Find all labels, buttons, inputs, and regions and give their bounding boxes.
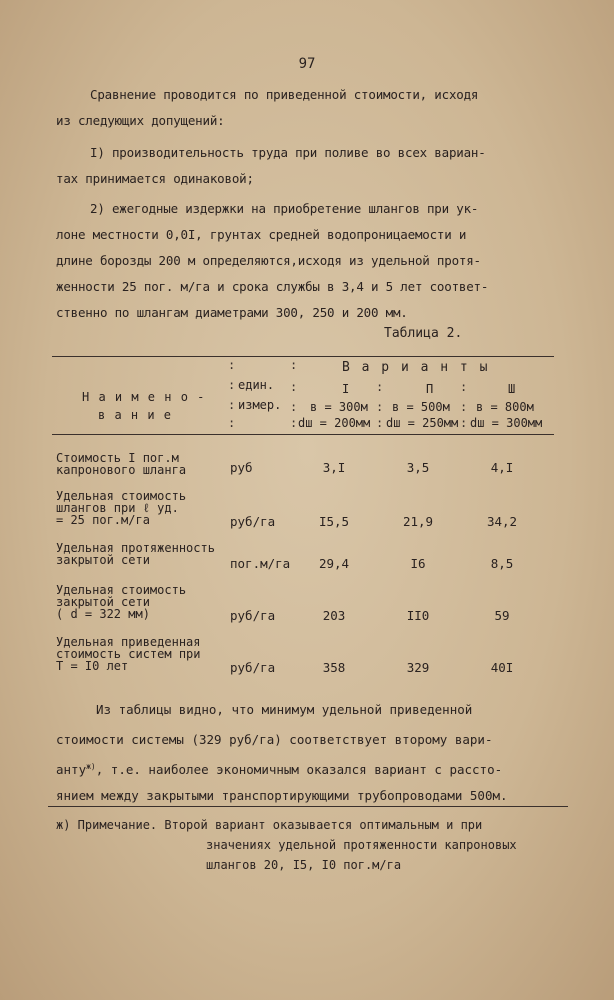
row-1-variant-3: 4,I [490, 460, 514, 475]
header-variant-1: I [342, 382, 350, 396]
row-4-variant-2: II0 [406, 608, 430, 623]
header-unit-2: измер. [238, 398, 282, 412]
assumption-1-line-2: тах принимается одинаковой; [56, 171, 254, 186]
row-5-variant-2: 329 [406, 660, 430, 675]
conclusion-line-1: Из таблицы видно, что минимум удельной приведенной [96, 702, 473, 717]
assumption-2-line-3: длине борозды 200 м определяются,исходя из удельной протя- [56, 253, 481, 268]
header-variants: В а р и а н т ы [342, 360, 490, 375]
header-variant-1-diameter: dш = 200мм [298, 416, 371, 430]
row-1-variant-2: 3,5 [406, 460, 430, 475]
row-2-unit: руб/га [230, 514, 276, 529]
header-variant-2: П [426, 382, 434, 396]
header-unit-1: един. [238, 378, 275, 392]
row-2-name-line-3: = 25 пог.м/га [56, 513, 150, 527]
footnote-line-2: значениях удельной протяженности капроновых [206, 838, 517, 852]
row-4-variant-3: 59 [494, 608, 510, 623]
conclusion-line-3 [56, 762, 502, 777]
row-2-variant-3: 34,2 [486, 514, 518, 529]
conclusion-line-2: стоимости системы (329 руб/га) соответствует второму вари- [56, 732, 493, 747]
row-5-variant-3: 40I [490, 660, 514, 675]
row-1-variant-1: 3,I [322, 460, 346, 475]
assumption-2-line-5: ственно по шлангам диаметрами 300, 250 и 200 мм. [56, 305, 408, 320]
header-variant-3: Ш [508, 382, 516, 396]
assumption-2-line-4: женности 25 пог. м/га и срока службы в 3,4 и 5 лет соответ- [56, 279, 489, 294]
row-1-name-line-1: Стоимость I пог.м [56, 451, 179, 465]
intro-line-1: Сравнение проводится по приведенной стоимости, исходя [90, 87, 479, 102]
row-5-name-line-1: Удельная приведенная [56, 635, 201, 649]
table-caption: Таблица 2. [384, 326, 463, 341]
intro-line-2: из следующих допущений: [56, 113, 225, 128]
row-3-variant-2: I6 [410, 556, 426, 571]
document-page: 97 Сравнение проводится по приведенной стоимости, исходя из следующих допущений: I) производительность труда при поливе во всех вариан- тах принимается одинаковой; 2) ежегодные издержки на приобретение шлангов при ук- лоне местности 0,0I, грунтах средней водопроницаемости и длине борозды 200 м определяются,исходя из удельной протя- женности 25 пог. м/га и срока службы в 3,4 и 5 лет соответ- ственно по шлангам диаметрами 300, 250 и 200 мм. Таблица 2. Н а и м е н о - в а н и е един. измер. В а р и а н т ы I П Ш в = 300м в = 500м в = 800м dш = 200мм dш = 250мм dш = 300мм : : : : : : : : : : : : : : Стоимость I пог.м капронового шланга руб 3,I 3,5 4,I Удельная стоимость шлангов при ℓ уд. = 25 пог.м/га руб/га I5,5 21,9 34,2 Удельная протяженность закрытой сети пог.м/га 29,4 I6 8,5 Удельная стоимость закрытой сети ( d = 322 мм) руб/га 203 II0 59 Удельная приведенная стоимость систем при T = I0 лет руб/га 358 329 40I Из таблицы видно, что минимум удельной приведенной стоимости системы (329 руб/га) соответствует второму вари- анту$^{ж)}$, т.е. наиболее экономичным оказался вариант с рассто- янием между закрытыми транспортирующими трубопроводами 500м. ж) Примечание. Второй вариант оказывается оптимальным и при значениях удельной протяженности капроновых шлангов 20, I5, I0 пог.м/га [0, 0, 614, 1000]
row-1-unit: руб [230, 460, 253, 475]
header-variant-3-diameter: dш = 300мм [470, 416, 543, 430]
row-4-name-line-2: закрытой сети [56, 595, 150, 609]
header-name-2: в а н и е [98, 408, 173, 422]
row-4-unit: руб/га [230, 608, 276, 623]
row-5-unit: руб/га [230, 660, 276, 675]
header-variant-1-spacing: в = 300м [310, 400, 368, 414]
header-variant-2-spacing: в = 500м [392, 400, 450, 414]
row-3-name-line-2: закрытой сети [56, 553, 150, 567]
row-3-variant-3: 8,5 [490, 556, 514, 571]
header-variant-2-diameter: dш = 250мм [386, 416, 459, 430]
assumption-1-line-1: I) производительность труда при поливе во всех вариан- [90, 145, 486, 160]
footnote-line-1: ж) Примечание. Второй вариант оказывается оптимальным и при [56, 818, 483, 832]
row-1-name-line-2: капронового шланга [56, 463, 187, 477]
row-3-variant-1: 29,4 [318, 556, 350, 571]
row-2-name-line-2: шлангов при ℓ уд. [56, 501, 179, 515]
conclusion-line-4: янием между закрытыми транспортирующими трубопроводами 500м. [56, 788, 508, 803]
table-header-rule [52, 434, 554, 435]
row-5-name-line-3: T = I0 лет [56, 659, 129, 673]
row-5-name-line-2: стоимость систем при [56, 647, 201, 661]
conclusion-line-3a: анту [56, 762, 87, 778]
row-5-variant-1: 358 [322, 660, 346, 675]
row-3-name-line-1: Удельная протяженность [56, 541, 215, 555]
footnote-marker: ж) [86, 762, 96, 771]
assumption-2-line-1: 2) ежегодные издержки на приобретение шлангов при ук- [90, 201, 479, 216]
page-number: 97 [298, 56, 316, 72]
row-2-name-line-1: Удельная стоимость [56, 489, 187, 503]
header-variant-3-spacing: в = 800м [476, 400, 534, 414]
row-2-variant-2: 21,9 [402, 514, 434, 529]
header-name: Н а и м е н о - [82, 390, 206, 404]
row-4-variant-1: 203 [322, 608, 346, 623]
conclusion-line-3b: , т.е. наиболее экономичным оказался вариант с рассто- [95, 762, 503, 778]
table-top-rule [52, 356, 554, 357]
footnote-rule [48, 806, 568, 807]
assumption-2-line-2: лоне местности 0,0I, грунтах средней водопроницаемости и [56, 227, 467, 242]
footnote-line-3: шлангов 20, I5, I0 пог.м/га [206, 858, 402, 872]
row-4-name-line-3: ( d = 322 мм) [56, 607, 150, 621]
row-4-name-line-1: Удельная стоимость [56, 583, 187, 597]
row-3-unit: пог.м/га [230, 556, 291, 571]
row-2-variant-1: I5,5 [318, 514, 350, 529]
